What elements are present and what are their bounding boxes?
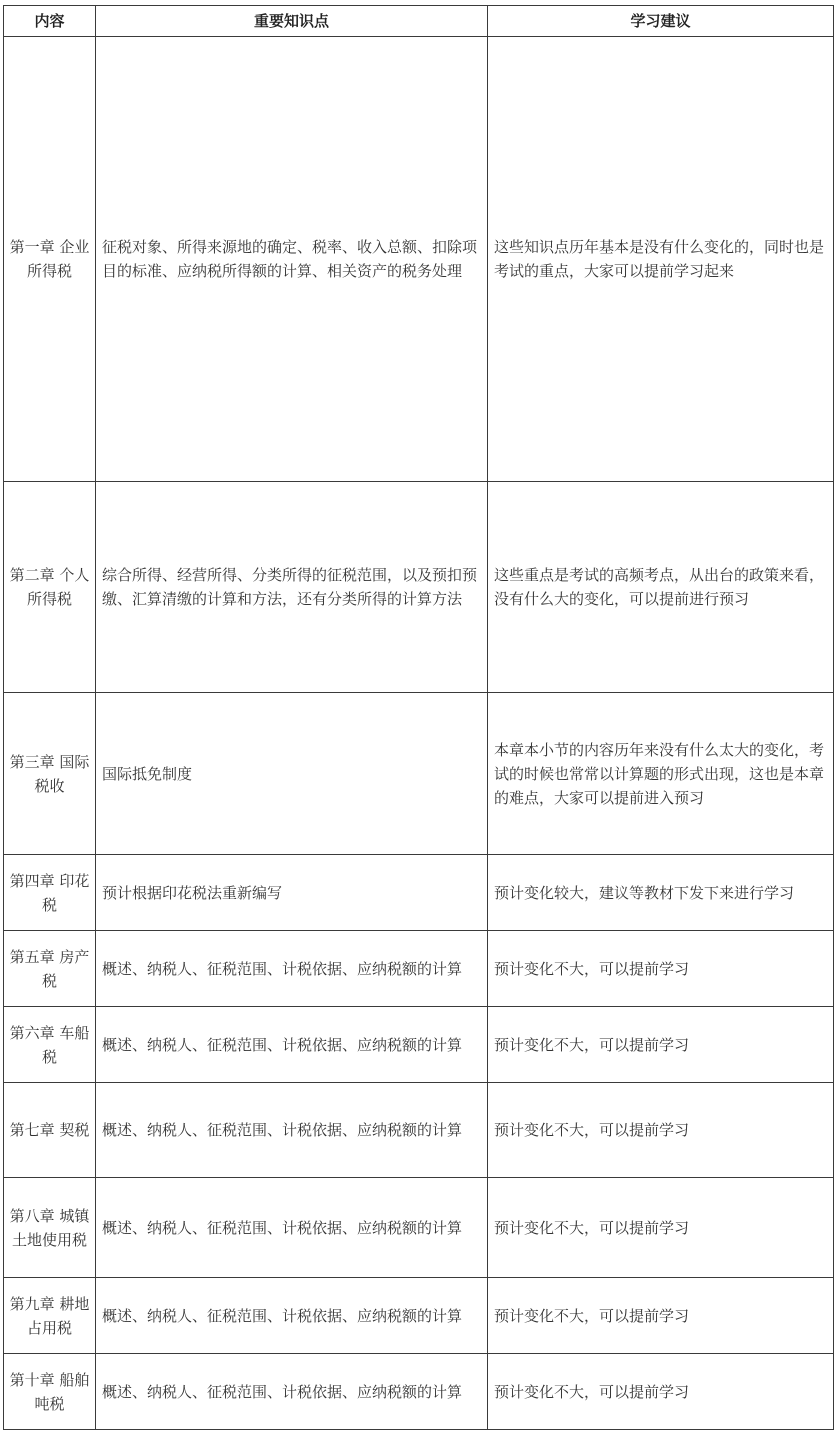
key-points-cell: 概述、纳税人、征税范围、计税依据、应纳税额的计算 (96, 931, 488, 1007)
advice-cell: 预计变化不大，可以提前学习 (488, 1007, 834, 1083)
table-row (4, 855, 834, 931)
chapter-cell: 第一章 企业所得税 (4, 37, 96, 482)
table-row (4, 693, 834, 855)
header-study-advice: 学习建议 (488, 6, 834, 37)
chapter-cell: 第八章 城镇土地使用税 (4, 1178, 96, 1278)
table-row (4, 1354, 834, 1430)
advice-cell: 预计变化不大，可以提前学习 (488, 931, 834, 1007)
table-row (4, 1007, 834, 1083)
key-points-cell: 预计根据印花税法重新编写 (96, 855, 488, 931)
study-plan-table (3, 5, 834, 1430)
advice-cell: 预计变化不大，可以提前学习 (488, 1278, 834, 1354)
advice-cell: 预计变化不大，可以提前学习 (488, 1178, 834, 1278)
advice-cell: 这些重点是考试的高频考点，从出台的政策来看，没有什么大的变化，可以提前进行预习 (488, 482, 834, 693)
table-row (4, 931, 834, 1007)
header-key-points: 重要知识点 (96, 6, 488, 37)
key-points-cell: 概述、纳税人、征税范围、计税依据、应纳税额的计算 (96, 1083, 488, 1178)
table-row (4, 1083, 834, 1178)
advice-cell: 预计变化较大，建议等教材下发下来进行学习 (488, 855, 834, 931)
key-points-cell: 征税对象、所得来源地的确定、税率、收入总额、扣除项目的标准、应纳税所得额的计算、相关资产的税务处理 (96, 37, 488, 482)
advice-cell: 预计变化不大，可以提前学习 (488, 1083, 834, 1178)
key-points-cell: 国际抵免制度 (96, 693, 488, 855)
chapter-cell: 第十章 船舶吨税 (4, 1354, 96, 1430)
chapter-cell: 第九章 耕地占用税 (4, 1278, 96, 1354)
key-points-cell: 概述、纳税人、征税范围、计税依据、应纳税额的计算 (96, 1278, 488, 1354)
header-content: 内容 (4, 6, 96, 37)
advice-cell: 预计变化不大，可以提前学习 (488, 1354, 834, 1430)
table-row (4, 1278, 834, 1354)
table-row (4, 1178, 834, 1278)
chapter-cell: 第三章 国际税收 (4, 693, 96, 855)
table-header-row (4, 6, 834, 37)
chapter-cell: 第二章 个人所得税 (4, 482, 96, 693)
advice-cell: 本章本小节的内容历年来没有什么太大的变化，考试的时候也常常以计算题的形式出现，这也是本章的难点，大家可以提前进入预习 (488, 693, 834, 855)
key-points-cell: 概述、纳税人、征税范围、计税依据、应纳税额的计算 (96, 1354, 488, 1430)
chapter-cell: 第七章 契税 (4, 1083, 96, 1178)
table-row (4, 37, 834, 482)
chapter-cell: 第六章 车船税 (4, 1007, 96, 1083)
key-points-cell: 概述、纳税人、征税范围、计税依据、应纳税额的计算 (96, 1007, 488, 1083)
advice-cell: 这些知识点历年基本是没有什么变化的，同时也是考试的重点，大家可以提前学习起来 (488, 37, 834, 482)
key-points-cell: 综合所得、经营所得、分类所得的征税范围，以及预扣预缴、汇算清缴的计算和方法，还有分类所得的计算方法 (96, 482, 488, 693)
chapter-cell: 第五章 房产税 (4, 931, 96, 1007)
key-points-cell: 概述、纳税人、征税范围、计税依据、应纳税额的计算 (96, 1178, 488, 1278)
table-row (4, 482, 834, 693)
chapter-cell: 第四章 印花税 (4, 855, 96, 931)
